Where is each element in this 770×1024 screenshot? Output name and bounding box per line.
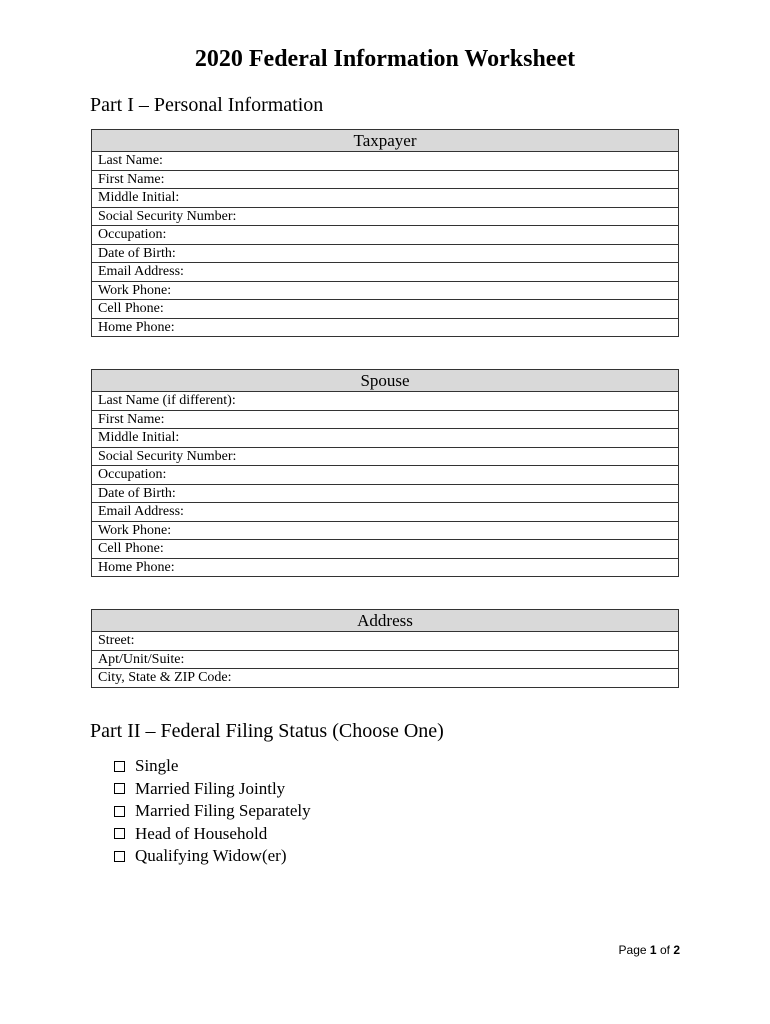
- address-street-field[interactable]: Street:: [92, 632, 679, 651]
- taxpayer-table: [91, 129, 679, 337]
- filing-status-label: Head of Household: [135, 823, 268, 843]
- taxpayer-header: Taxpayer: [92, 130, 679, 152]
- address-apt-field[interactable]: Apt/Unit/Suite:: [92, 650, 679, 669]
- taxpayer-dob-field[interactable]: Date of Birth:: [92, 244, 679, 263]
- part2-heading: Part II – Federal Filing Status (Choose One): [90, 720, 444, 742]
- filing-status-option[interactable]: [114, 823, 311, 846]
- page-total: 2: [673, 943, 680, 957]
- spouse-ssn-field[interactable]: Social Security Number:: [92, 447, 679, 466]
- taxpayer-cell-phone-field[interactable]: Cell Phone:: [92, 300, 679, 319]
- spouse-first-name-field[interactable]: First Name:: [92, 410, 679, 429]
- address-table: [91, 609, 679, 688]
- taxpayer-email-field[interactable]: Email Address:: [92, 263, 679, 282]
- filing-status-label: Qualifying Widow(er): [135, 846, 287, 866]
- spouse-email-field[interactable]: Email Address:: [92, 503, 679, 522]
- checkbox-icon[interactable]: [114, 851, 125, 862]
- taxpayer-home-phone-field[interactable]: Home Phone:: [92, 318, 679, 337]
- taxpayer-ssn-field[interactable]: Social Security Number:: [92, 207, 679, 226]
- page-label: Page: [618, 943, 647, 957]
- taxpayer-first-name-field[interactable]: First Name:: [92, 170, 679, 189]
- page-of: of: [659, 943, 670, 957]
- taxpayer-work-phone-field[interactable]: Work Phone:: [92, 281, 679, 300]
- spouse-home-phone-field[interactable]: Home Phone:: [92, 558, 679, 577]
- page-current: 1: [649, 943, 657, 957]
- filing-status-list: [114, 755, 311, 868]
- spouse-occupation-field[interactable]: Occupation:: [92, 466, 679, 485]
- address-header: Address: [92, 610, 679, 632]
- spouse-table: [91, 369, 679, 577]
- spouse-header: Spouse: [92, 370, 679, 392]
- filing-status-option[interactable]: [114, 778, 311, 801]
- page-number: [619, 943, 680, 957]
- filing-status-label: Married Filing Separately: [135, 801, 311, 821]
- spouse-middle-initial-field[interactable]: Middle Initial:: [92, 429, 679, 448]
- filing-status-label: Single: [135, 756, 179, 776]
- spouse-last-name-field[interactable]: Last Name (if different):: [92, 392, 679, 411]
- filing-status-option[interactable]: [114, 800, 311, 823]
- spouse-cell-phone-field[interactable]: Cell Phone:: [92, 540, 679, 559]
- checkbox-icon[interactable]: [114, 806, 125, 817]
- taxpayer-occupation-field[interactable]: Occupation:: [92, 226, 679, 245]
- checkbox-icon[interactable]: [114, 828, 125, 839]
- spouse-dob-field[interactable]: Date of Birth:: [92, 484, 679, 503]
- filing-status-option[interactable]: [114, 845, 311, 868]
- filing-status-label: Married Filing Jointly: [135, 778, 286, 798]
- checkbox-icon[interactable]: [114, 761, 125, 772]
- part1-heading: Part I – Personal Information: [90, 94, 324, 116]
- address-city-state-zip-field[interactable]: City, State & ZIP Code:: [92, 669, 679, 688]
- spouse-work-phone-field[interactable]: Work Phone:: [92, 521, 679, 540]
- taxpayer-middle-initial-field[interactable]: Middle Initial:: [92, 189, 679, 208]
- filing-status-option[interactable]: [114, 755, 311, 778]
- page-title: 2020 Federal Information Worksheet: [194, 46, 576, 72]
- taxpayer-last-name-field[interactable]: Last Name:: [92, 152, 679, 171]
- checkbox-icon[interactable]: [114, 783, 125, 794]
